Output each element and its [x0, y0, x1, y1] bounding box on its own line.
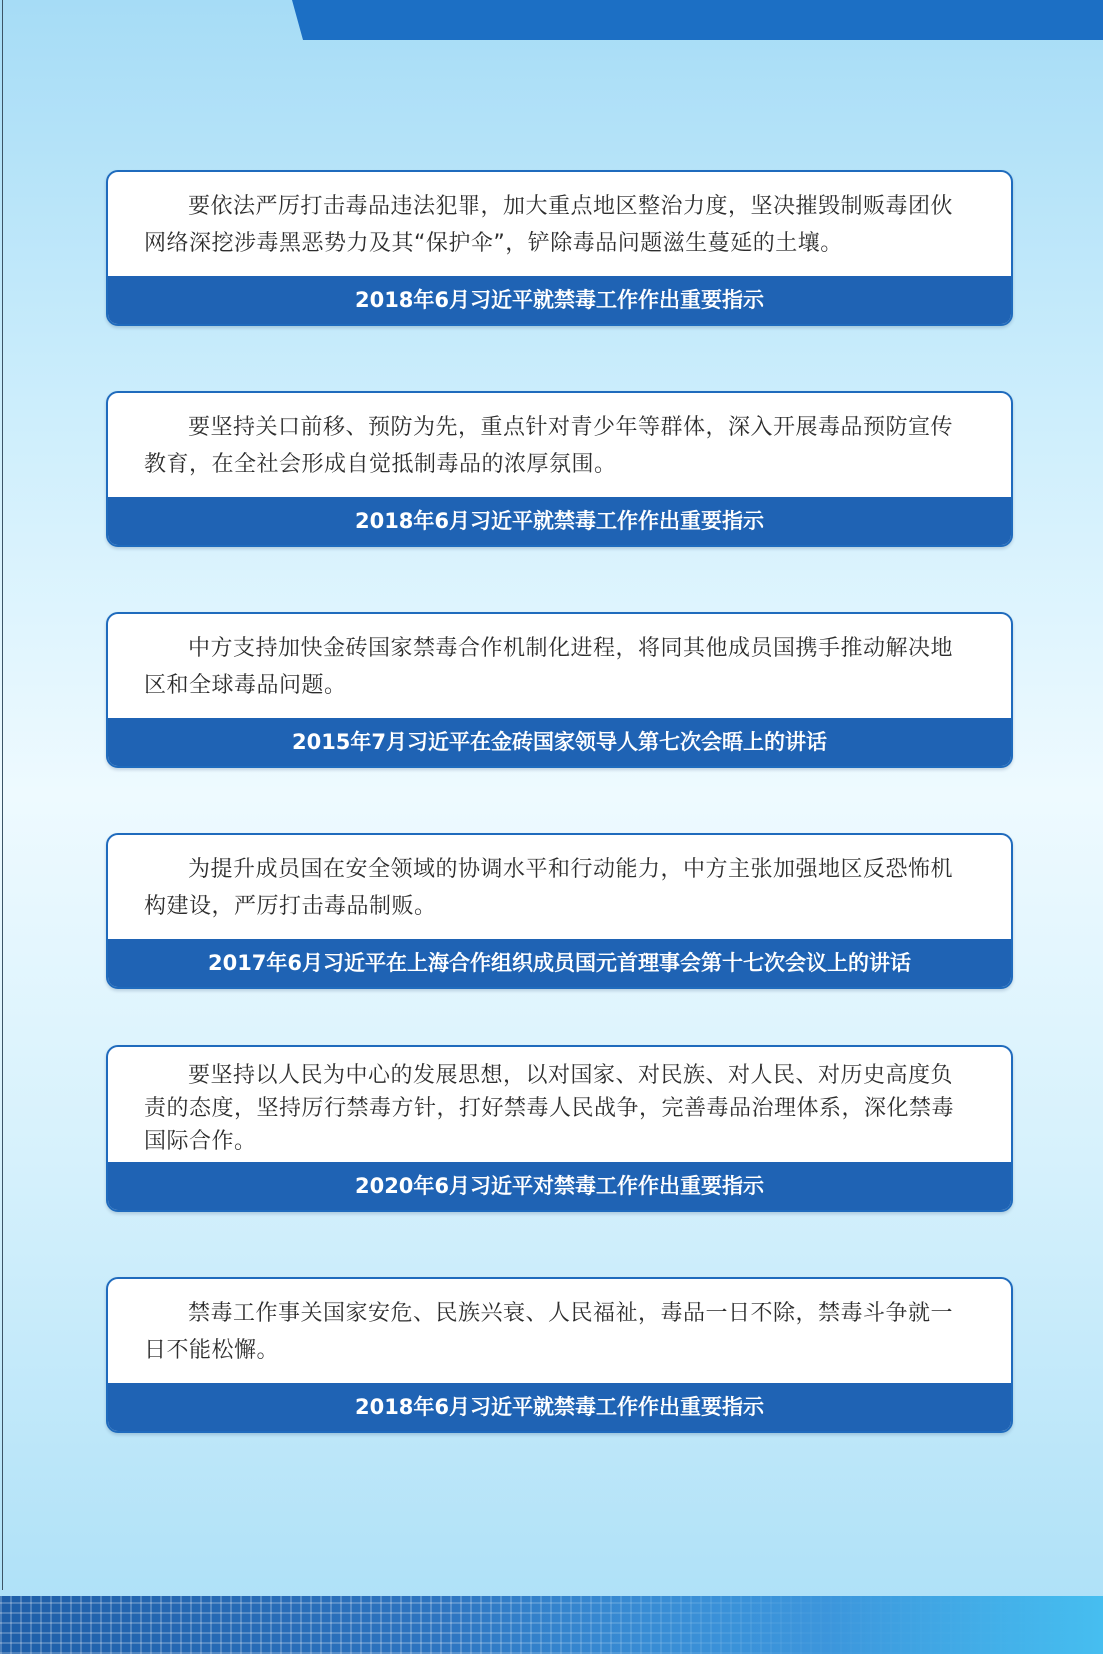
quote-text: 要坚持以人民为中心的发展思想，以对国家、对民族、对人民、对历史高度负责的态度，坚持厉行禁毒方针，打好禁毒人民战争，完善毒品治理体系，深化禁毒国际合作。: [144, 1063, 955, 1154]
quote-card: [106, 1277, 1013, 1433]
quote-source: 2018年6月习近平就禁毒工作作出重要指示: [108, 276, 1011, 324]
quote-text: 要坚持关口前移、预防为先，重点针对青少年等群体，深入开展毒品预防宣传教育，在全社会形成自觉抵制毒品的浓厚氛围。: [144, 415, 954, 477]
quote-source: 2017年6月习近平在上海合作组织成员国元首理事会第十七次会议上的讲话: [108, 939, 1011, 987]
bottom-decorative-band: [0, 1596, 1103, 1654]
quote-text: 为提升成员国在安全领域的协调水平和行动能力，中方主张加强地区反恐怖机构建设，严厉打击毒品制贩。: [144, 857, 954, 919]
left-border-line: [2, 0, 3, 1590]
quote-card: [106, 833, 1013, 989]
top-banner: [292, 0, 1103, 40]
quote-card: [106, 1045, 1013, 1212]
quote-text: 中方支持加快金砖国家禁毒合作机制化进程，将同其他成员国携手推动解决地区和全球毒品问题。: [144, 636, 954, 698]
quote-text: 禁毒工作事关国家安危、民族兴衰、人民福祉，毒品一日不除，禁毒斗争就一日不能松懈。: [144, 1301, 954, 1363]
quote-card: [106, 391, 1013, 547]
quote-card: [106, 170, 1013, 326]
quote-card: [106, 612, 1013, 768]
quote-source: 2018年6月习近平就禁毒工作作出重要指示: [108, 497, 1011, 545]
quote-source: 2020年6月习近平对禁毒工作作出重要指示: [108, 1162, 1011, 1210]
quote-text: 要依法严厉打击毒品违法犯罪，加大重点地区整治力度，坚决摧毁制贩毒团伙网络深挖涉毒黑恶势力及其“保护伞”，铲除毒品问题滋生蔓延的土壤。: [144, 194, 954, 256]
quote-source: 2018年6月习近平就禁毒工作作出重要指示: [108, 1383, 1011, 1431]
quote-source: 2015年7月习近平在金砖国家领导人第七次会晤上的讲话: [108, 718, 1011, 766]
